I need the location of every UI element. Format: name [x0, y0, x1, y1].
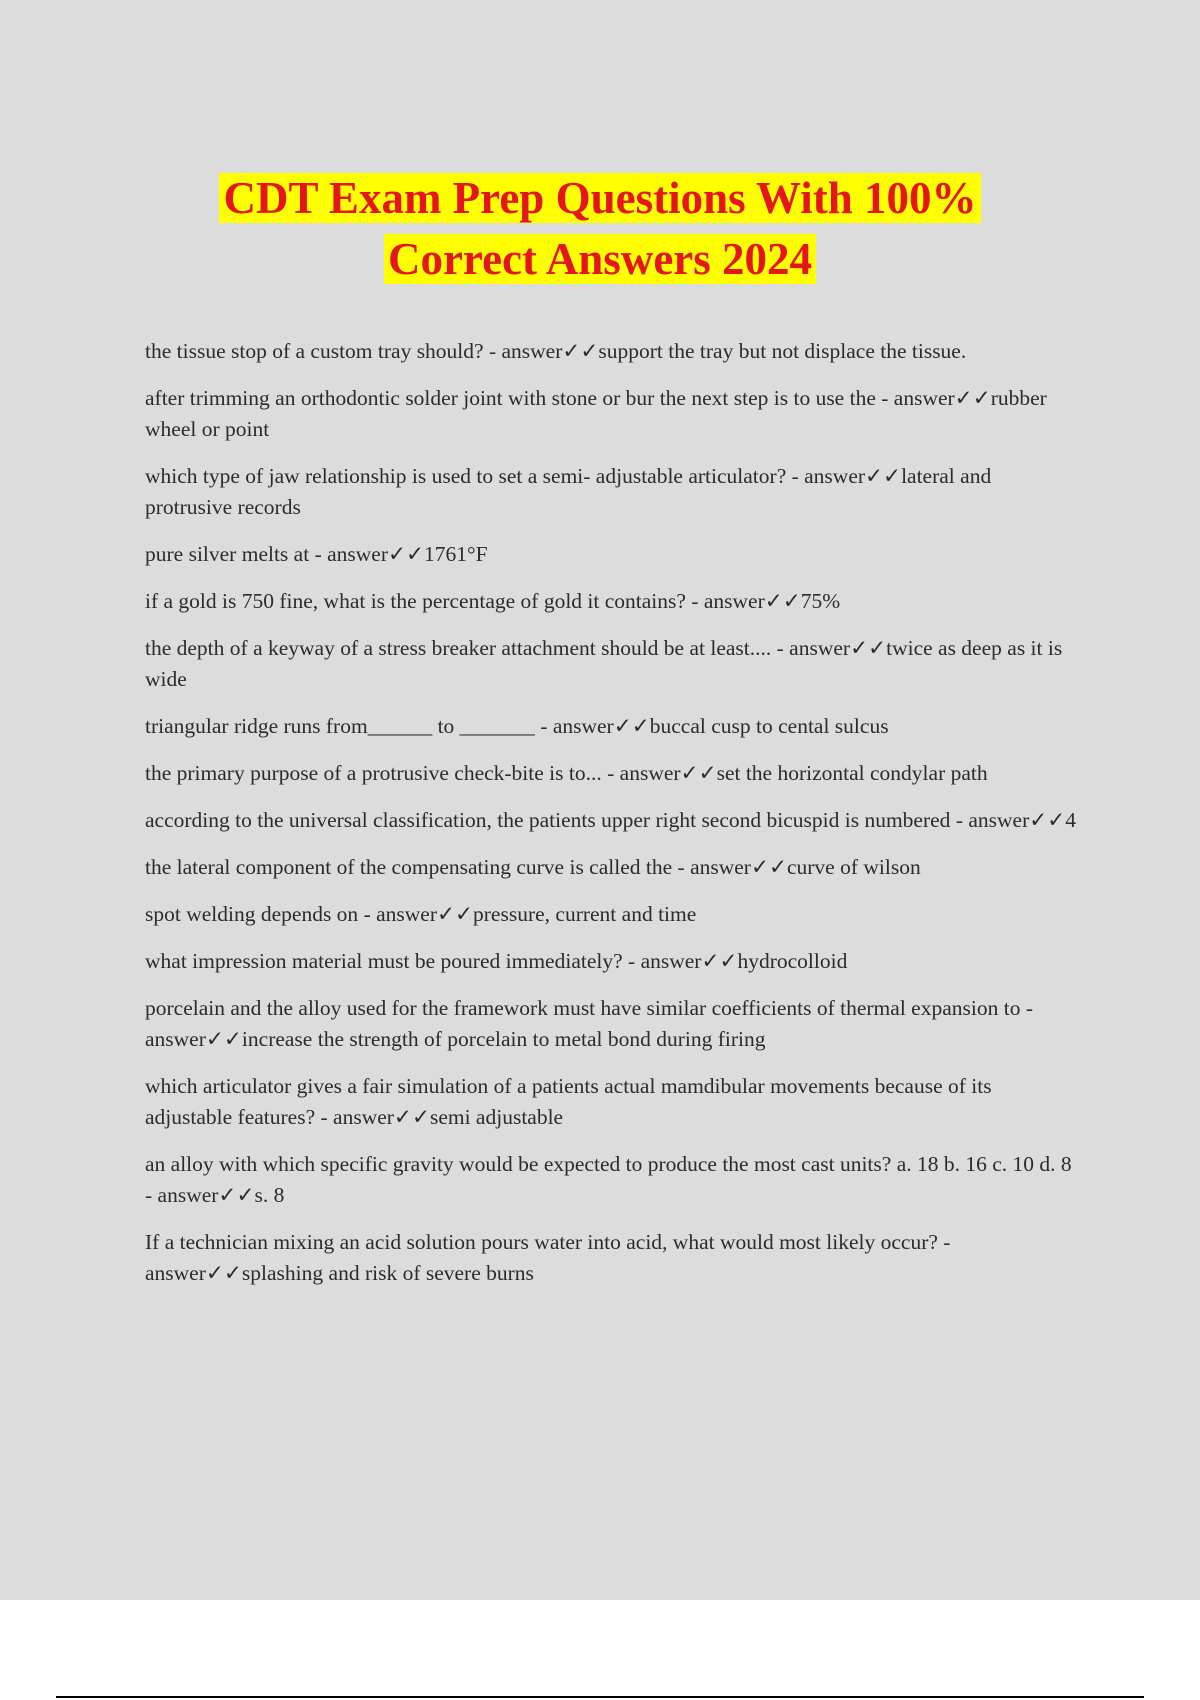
title-line-2: Correct Answers 2024	[384, 234, 816, 284]
answer-text: s. 8	[254, 1183, 285, 1207]
answer-marker: - answer✓✓	[875, 386, 991, 410]
question-text: what impression material must be poured immediately?	[145, 949, 623, 973]
qa-item	[145, 993, 1080, 1055]
qa-list	[145, 336, 1080, 1305]
qa-item	[145, 539, 1080, 570]
answer-text: buccal cusp to cental sulcus	[649, 714, 889, 738]
qa-item	[145, 461, 1080, 523]
question-text: after trimming an orthodontic solder joint with stone or bur the next step is to use the	[145, 386, 876, 410]
answer-marker: - answer✓✓	[786, 464, 902, 488]
answer-marker: - answer✓✓	[672, 855, 787, 879]
qa-item	[145, 586, 1080, 617]
answer-text: 1761°F	[424, 542, 488, 566]
question-text: the primary purpose of a protrusive check-bite is to...	[145, 761, 602, 785]
question-text: according to the universal classification, the patients upper right second bicuspid is numbered	[145, 808, 951, 832]
question-text: if a gold is 750 fine, what is the percentage of gold it contains?	[145, 589, 686, 613]
answer-text: 4	[1065, 808, 1077, 832]
question-text: porcelain and the alloy used for the framework must have similar coefficients of thermal expansion to	[145, 996, 1021, 1020]
qa-item	[145, 805, 1080, 836]
question-text: the lateral component of the compensating curve is called the	[145, 855, 673, 879]
question-text: the tissue stop of a custom tray should?	[145, 339, 484, 363]
page-divider	[56, 1696, 1144, 1698]
question-text: If a technician mixing an acid solution pours water into acid, what would most likely occur?	[145, 1230, 938, 1254]
answer-marker: - answer✓✓	[145, 1183, 255, 1207]
qa-item	[145, 383, 1080, 445]
answer-text: semi adjustable	[429, 1105, 564, 1129]
qa-item	[145, 1071, 1080, 1133]
qa-item	[145, 711, 1080, 742]
answer-text: curve of wilson	[786, 855, 921, 879]
question-text: which type of jaw relationship is used to set a semi- adjustable articulator?	[145, 464, 787, 488]
answer-text: pressure, current and time	[473, 902, 697, 926]
answer-marker: - answer✓✓	[315, 1105, 430, 1129]
title-line-1: CDT Exam Prep Questions With 100%	[219, 173, 980, 223]
question-text: spot welding depends on	[145, 902, 359, 926]
answer-marker: - answer✓✓	[145, 1230, 951, 1285]
qa-item	[145, 758, 1080, 789]
question-text: an alloy with which specific gravity would be expected to produce the most cast units? a. 18 b. 16 c. 10 d. 8	[145, 1152, 1072, 1176]
qa-item	[145, 336, 1080, 367]
answer-marker: - answer✓✓	[771, 636, 887, 660]
question-text: the depth of a keyway of a stress breaker attachment should be at least....	[145, 636, 772, 660]
question-text: triangular ridge runs from______ to _______	[145, 714, 535, 738]
answer-text: twice as deep as it is wide	[145, 636, 1063, 691]
answer-text: splashing and risk of severe burns	[241, 1261, 534, 1285]
qa-item	[145, 899, 1080, 930]
qa-item	[145, 633, 1080, 695]
answer-marker: - answer✓✓	[483, 339, 599, 363]
answer-marker: - answer✓✓	[950, 808, 1066, 832]
qa-item	[145, 1227, 1080, 1289]
answer-marker: - answer✓✓	[685, 589, 801, 613]
answer-text: rubber wheel or point	[145, 386, 1047, 441]
answer-marker: - answer✓✓	[309, 542, 425, 566]
document-title	[0, 168, 1200, 290]
question-text: which articulator gives a fair simulation of a patients actual mamdibular movements because of its adjustable features?	[145, 1074, 992, 1129]
answer-text: set the horizontal condylar path	[716, 761, 988, 785]
answer-text: support the tray but not displace the tissue.	[598, 339, 967, 363]
answer-marker: - answer✓✓	[622, 949, 738, 973]
qa-item	[145, 1149, 1080, 1211]
answer-marker: - answer✓✓	[358, 902, 474, 926]
qa-item	[145, 946, 1080, 977]
answer-text: increase the strength of porcelain to metal bond during firing	[241, 1027, 766, 1051]
answer-marker: - answer✓✓	[145, 996, 1033, 1051]
answer-marker: - answer✓✓	[601, 761, 717, 785]
answer-text: 75%	[800, 589, 841, 613]
question-text: pure silver melts at	[145, 542, 310, 566]
qa-item	[145, 852, 1080, 883]
answer-marker: - answer✓✓	[534, 714, 650, 738]
answer-text: lateral and protrusive records	[145, 464, 992, 519]
answer-text: hydrocolloid	[737, 949, 848, 973]
